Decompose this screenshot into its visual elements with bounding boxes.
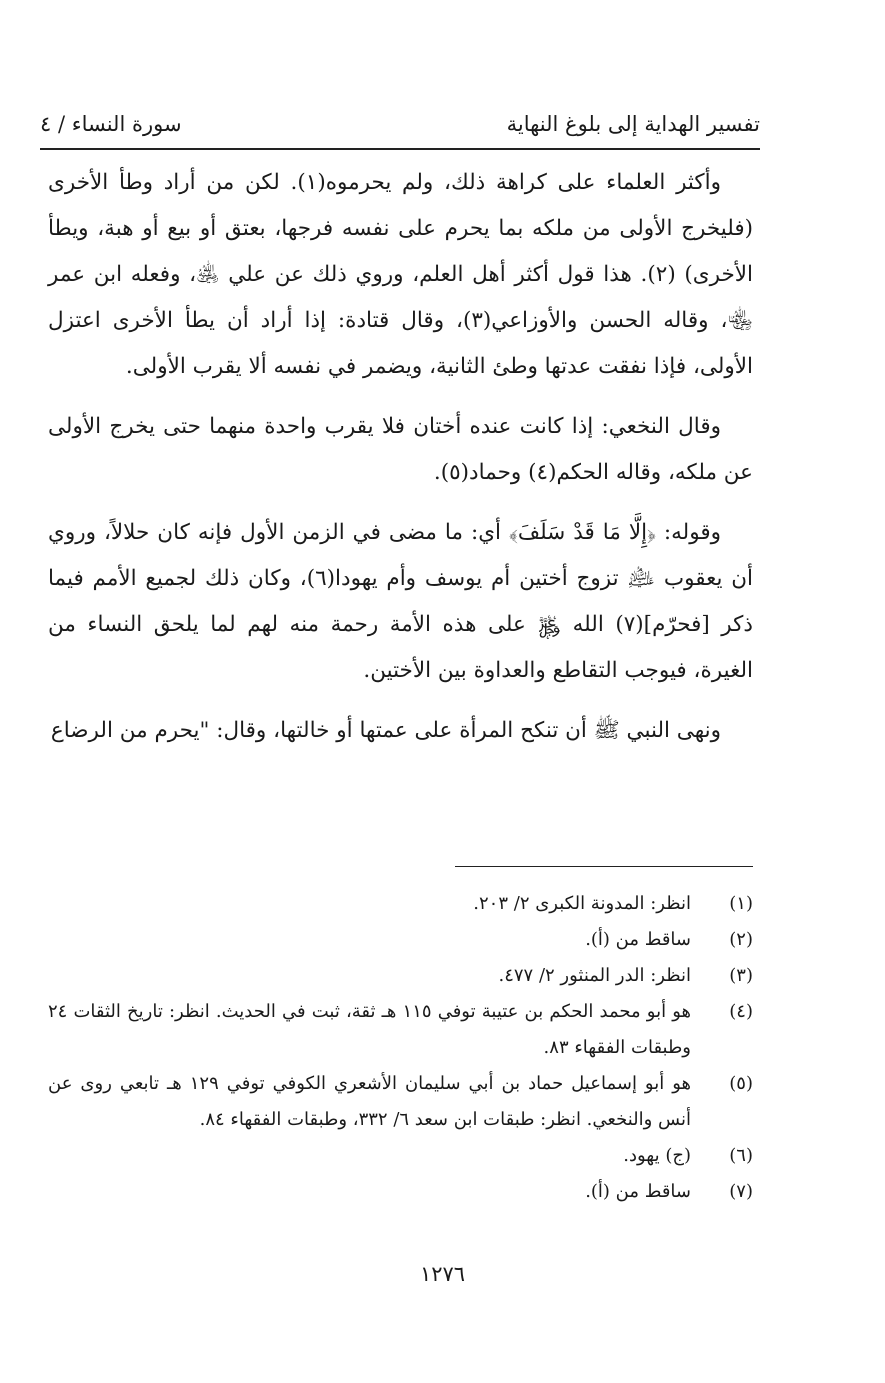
running-header xyxy=(40,100,760,148)
footnote-number: (٥) xyxy=(729,1073,753,1094)
paragraph: ونهى النبي ﷺ أن تنكح المرأة على عمتها أو خالتها، وقال: "يحرم من الرضاع xyxy=(50,718,721,743)
footnotes xyxy=(48,886,753,1210)
main-text xyxy=(48,160,753,768)
footnote-number: (٦) xyxy=(729,1145,753,1166)
footnote-text: (ج) يهود. xyxy=(623,1145,691,1166)
footnote-item xyxy=(48,1174,753,1210)
footnote-text: ساقط من (أ). xyxy=(585,1181,691,1202)
footnote-number: (٤) xyxy=(729,1001,753,1022)
header-divider xyxy=(40,148,760,150)
paragraph: وقوله: ﴿إِلَّا مَا قَدْ سَلَفَ﴾ أي: ما مضى في الزمن الأول فإنه كان حلالاً، وروي أن يعقوب ﵇ تزوج أختين أم يوسف وأم يهودا(٦)، وكان ذلك لجميع الأمم فيما ذكر [فحرّم](٧) الله ﷿ على هذه الأمة رحمة منه لهم لما يلحق النساء من الغيرة، فيوجب التقاطع والعداوة بين الأختين. xyxy=(48,520,754,683)
footnote-item xyxy=(48,1138,753,1174)
footnote-text: هو أبو محمد الحكم بن عتيبة توفي ١١٥ هـ ثقة، ثبت في الحديث. انظر: تاريخ الثقات ٢٤ وطبقات الفقهاء ٨٣. xyxy=(48,1001,691,1058)
book-title: تفسير الهداية إلى بلوغ النهاية xyxy=(506,112,760,136)
footnote-number: (٣) xyxy=(729,965,753,986)
page-number: ١٢٧٦ xyxy=(419,1262,466,1286)
footnote-number: (٢) xyxy=(729,929,753,950)
paragraph: وأكثر العلماء على كراهة ذلك، ولم يحرموه(١). لكن من أراد وطأ الأخرى (فليخرج الأولى من ملكه بما يحرم على نفسه فرجها، بعتق أو بيع أو هبة، ويطأ الأخرى) (٢). هذا قول أكثر أهل العلم، وروي ذلك عن علي ﵁، وفعله ابن عمر ﵄، وقاله الحسن والأوزاعي(٣)، وقال قتادة: إذا أراد أن يطأ الأخرى اعتزل الأولى، فإذا نفقت عدتها وطئ الثانية، ويضمر في نفسه ألا يقرب الأولى. xyxy=(48,170,754,379)
footnote-divider xyxy=(455,866,753,867)
footnote-item xyxy=(48,994,753,1066)
footnote-item xyxy=(48,886,753,922)
footnote-item xyxy=(48,922,753,958)
footnote-number: (٧) xyxy=(729,1181,753,1202)
footnote-text: انظر: المدونة الكبرى ٢/ ٢٠٣. xyxy=(473,893,691,914)
surah-label: سورة النساء / ٤ xyxy=(40,112,182,136)
footnote-item xyxy=(48,1066,753,1138)
footnote-item xyxy=(48,958,753,994)
footnote-text: ساقط من (أ). xyxy=(585,929,691,950)
paragraph: وقال النخعي: إذا كانت عنده أختان فلا يقرب واحدة منهما حتى يخرج الأولى عن ملكه، وقاله الحكم(٤) وحماد(٥). xyxy=(48,414,753,485)
footnote-text: هو أبو إسماعيل حماد بن أبي سليمان الأشعري الكوفي توفي ١٢٩ هـ تابعي روى عن أنس والنخعي. انظر: طبقات ابن سعد ٦/ ٣٣٢، وطبقات الفقهاء ٨٤. xyxy=(48,1073,691,1130)
footnote-text: انظر: الدر المنثور ٢/ ٤٧٧. xyxy=(498,965,691,986)
footnote-number: (١) xyxy=(729,893,753,914)
